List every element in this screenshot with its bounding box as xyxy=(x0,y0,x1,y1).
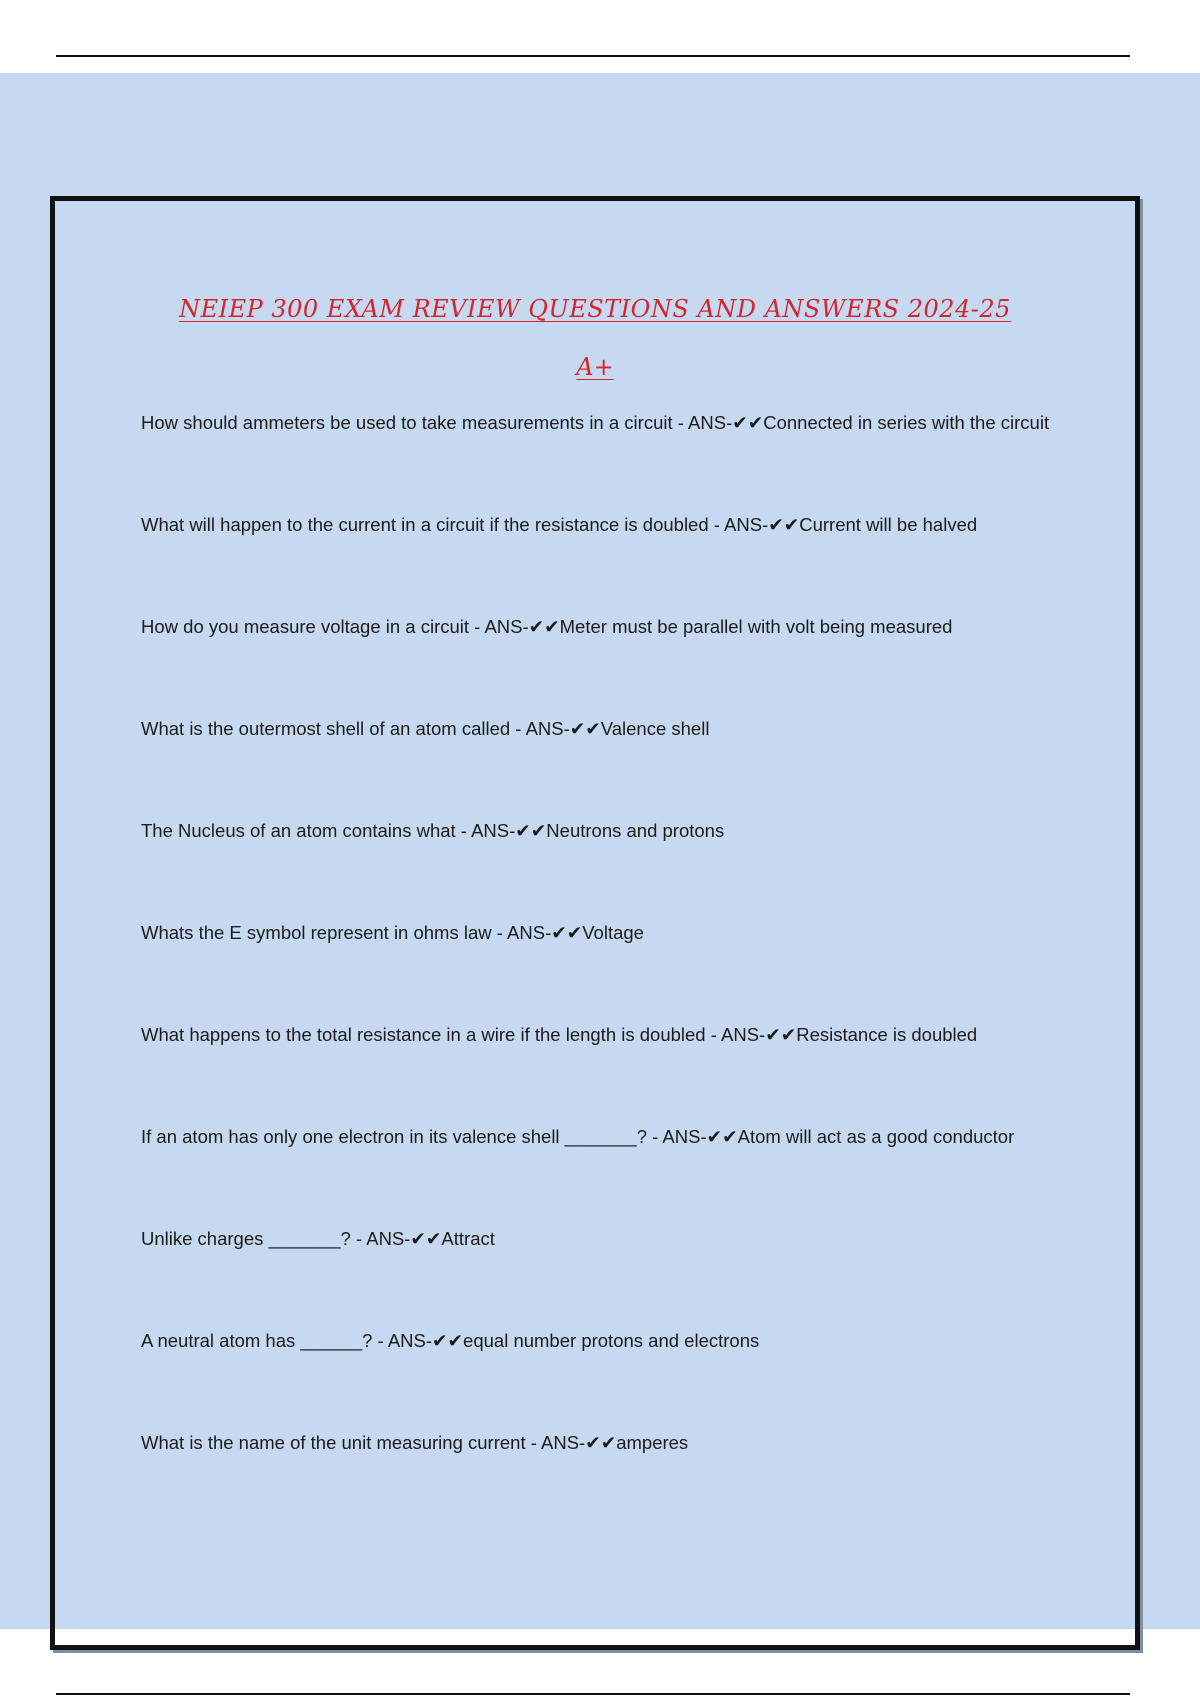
document-frame xyxy=(50,196,1140,1650)
question-answer-list xyxy=(141,407,1121,1459)
qa-item: How should ammeters be used to take measurements in a circuit - ANS-✔✔Connected in series with the circuit xyxy=(141,412,1050,433)
qa-item: Whats the E symbol represent in ohms law - ANS-✔✔Voltage xyxy=(141,922,644,943)
grade-label: A+ xyxy=(576,353,614,381)
document-title: NEIEP 300 EXAM REVIEW QUESTIONS AND ANSWERS 2024-25 xyxy=(179,295,1011,323)
footer-rule xyxy=(56,1693,1130,1695)
qa-item: If an atom has only one electron in its valence shell _______? - ANS-✔✔Atom will act as a good conductor xyxy=(141,1126,1015,1147)
page-band xyxy=(0,73,1200,1629)
qa-item: What is the outermost shell of an atom called - ANS-✔✔Valence shell xyxy=(141,718,710,739)
qa-item: What is the name of the unit measuring current - ANS-✔✔amperes xyxy=(141,1432,689,1453)
qa-item: What happens to the total resistance in a wire if the length is doubled - ANS-✔✔Resistance is doubled xyxy=(141,1024,978,1045)
qa-item: Unlike charges _______? - ANS-✔✔Attract xyxy=(141,1228,495,1249)
header-rule xyxy=(56,55,1130,57)
qa-item: What will happen to the current in a circuit if the resistance is doubled - ANS-✔✔Current will be halved xyxy=(141,514,978,535)
qa-item: A neutral atom has ______? - ANS-✔✔equal number protons and electrons xyxy=(141,1330,760,1351)
qa-item: The Nucleus of an atom contains what - ANS-✔✔Neutrons and protons xyxy=(141,820,725,841)
qa-item: How do you measure voltage in a circuit - ANS-✔✔Meter must be parallel with volt being measured xyxy=(141,616,953,637)
